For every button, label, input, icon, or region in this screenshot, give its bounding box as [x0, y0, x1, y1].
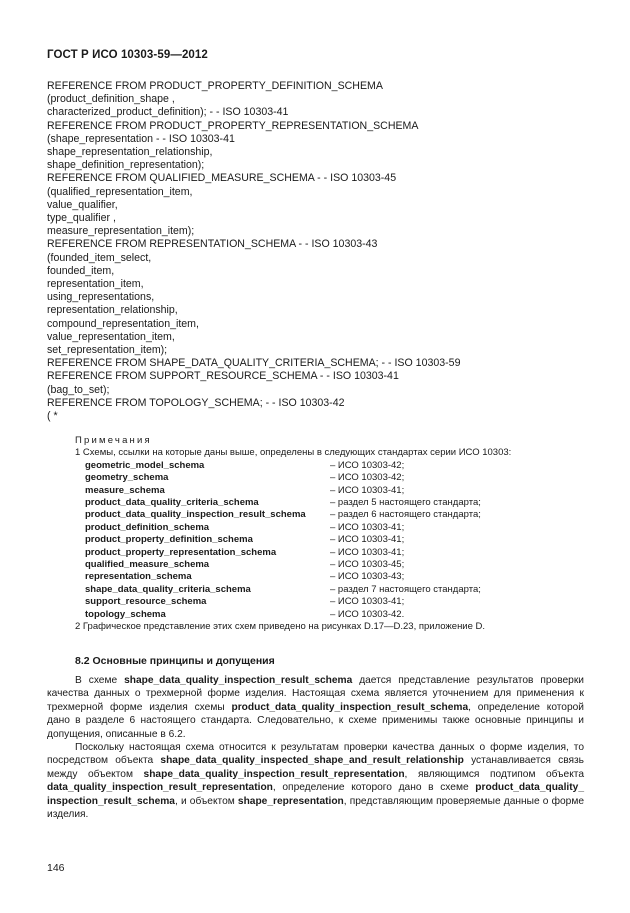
schema-list-item [75, 460, 595, 472]
text-run: , являющимся подтипом объекта [404, 768, 585, 780]
schema-ref: – раздел 7 настоящего стандарта; [330, 583, 481, 595]
schema-list-item [75, 571, 595, 583]
text-run: Поскольку настоящая схема относится к результатам проверки качества данных о форме изделия, то посредством объекта [47, 742, 584, 767]
code-line: (qualified_representation_item, [47, 185, 193, 198]
code-line: compound_representation_item, [47, 317, 199, 330]
schema-name: qualified_measure_schema [85, 559, 210, 571]
code-line: characterized_product_definition); - - ISO 10303-41 [47, 106, 289, 119]
schema-ref: – ИСО 10303-42. [330, 608, 405, 620]
note-2: 2 Графическое представление этих схем приведено на рисунках D.17—D.23, приложение D. [75, 621, 486, 633]
text-run: В схеме [75, 675, 125, 686]
schema-name: product_definition_schema [85, 521, 210, 533]
schema-list-item [75, 485, 595, 497]
code-line: REFERENCE FROM REPRESENTATION_SCHEMA - - ISO 10303-43 [47, 238, 378, 251]
schema-ref: – ИСО 10303-42; [330, 472, 405, 484]
schema-list-item [75, 522, 595, 534]
note-1-intro: 1 Схемы, ссылки на которые даны выше, определены в следующих стандартах серии ИСО 10303: [75, 447, 512, 459]
entity-reference: data_quality_inspection_result_representation [47, 782, 273, 794]
code-line: value_representation_item, [47, 330, 175, 343]
schema-list-item [75, 472, 595, 484]
text-run: , определение которого дано в схеме [272, 782, 476, 794]
document-header: ГОСТ Р ИСО 10303-59—2012 [47, 49, 208, 61]
schema-list-item [75, 534, 595, 546]
text-run: дается представление результатов проверки качества данных о трехмерной форме изделия. Настоящая схема является уточнением для применения к трехмерной форме изделия схемы [47, 675, 584, 713]
schema-list-item [75, 547, 595, 559]
schema-name: product_property_representation_schema [85, 546, 277, 558]
text-run: , определение которой дано в разделе 6 настоящего стандарта. Следовательно, к схеме применимы также основные принципы и допущения, описанные в 6.2. [47, 701, 584, 740]
code-line: (bag_to_set); [47, 383, 110, 396]
schema-name: product_data_quality_inspection_result_schema [85, 509, 306, 521]
schema-name: product_data_quality_criteria_schema [85, 497, 259, 509]
schema-list-item [75, 559, 595, 571]
schema-name: topology_schema [85, 608, 166, 620]
section-title: 8.2 Основные принципы и допущения [75, 655, 275, 667]
schema-ref: – ИСО 10303-41; [330, 546, 405, 558]
text-run: , представляющим проверяемые данные о форме изделия. [47, 795, 584, 821]
code-line: REFERENCE FROM SUPPORT_RESOURCE_SCHEMA - - ISO 10303-41 [47, 370, 399, 383]
schema-list-item [75, 596, 595, 608]
schema-name: measure_schema [85, 484, 165, 496]
code-line: type_qualifier , [47, 212, 116, 225]
schema-ref: – ИСО 10303-45; [330, 559, 405, 571]
schema-ref: – ИСО 10303-42; [330, 459, 405, 471]
code-line: set_representation_item); [47, 344, 168, 357]
paragraph-1 [47, 674, 584, 741]
code-line: REFERENCE FROM PRODUCT_PROPERTY_DEFINITION_SCHEMA [47, 80, 383, 92]
schema-reference: product_data_quality_inspection_result_schema [231, 701, 469, 713]
schema-name: geometry_schema [85, 472, 169, 484]
code-line: value_qualifier, [47, 198, 118, 211]
schema-reference: product_data_quality_ inspection_result_schema [47, 782, 584, 807]
entity-reference: shape_data_quality_inspection_result_representation [143, 768, 405, 780]
entity-reference: shape_data_quality_inspected_shape_and_result_relationship [160, 755, 464, 767]
schema-ref: – ИСО 10303-43; [330, 571, 405, 583]
entity-reference: shape_representation [237, 795, 344, 807]
schema-name: support_resource_schema [85, 596, 207, 608]
code-line: REFERENCE FROM TOPOLOGY_SCHEMA; - - ISO 10303-42 [47, 396, 345, 409]
code-line: (founded_item_select, [47, 251, 152, 264]
code-line: measure_representation_item); [47, 225, 195, 238]
schema-ref: – ИСО 10303-41; [330, 534, 405, 546]
schema-name: representation_schema [85, 571, 192, 583]
code-line: REFERENCE FROM QUALIFIED_MEASURE_SCHEMA - - ISO 10303-45 [47, 172, 397, 185]
schema-name: geometric_model_schema [85, 459, 205, 471]
notes-heading: Примечания [75, 435, 152, 446]
page-number: 146 [47, 862, 65, 874]
schema-list-item [75, 609, 595, 621]
code-line: shape_representation_relationship, [47, 146, 213, 159]
notes-block [75, 435, 595, 634]
schema-list-item [75, 509, 595, 521]
schema-ref: – ИСО 10303-41; [330, 596, 405, 608]
text-run: , и объектом [174, 795, 238, 807]
paragraph-2 [47, 741, 584, 821]
code-line: founded_item, [47, 264, 115, 277]
schema-ref: – раздел 5 настоящего стандарта; [330, 497, 481, 509]
code-line: representation_item, [47, 278, 144, 291]
schema-ref: – ИСО 10303-41; [330, 484, 405, 496]
code-line: representation_relationship, [47, 304, 178, 317]
schema-ref: – ИСО 10303-41; [330, 521, 405, 533]
text-run: устанавливается связь между объектом [47, 755, 584, 780]
schema-reference: shape_data_quality_inspection_result_schema [124, 675, 353, 686]
schema-list-item [75, 497, 595, 509]
code-line: shape_definition_representation); [47, 159, 205, 172]
code-line: REFERENCE FROM SHAPE_DATA_QUALITY_CRITERIA_SCHEMA; - - ISO 10303-59 [47, 357, 461, 370]
express-code-block [47, 80, 607, 423]
code-line: (product_definition_shape , [47, 93, 175, 106]
code-line: REFERENCE FROM PRODUCT_PROPERTY_REPRESENTATION_SCHEMA [47, 119, 419, 132]
schema-ref: – раздел 6 настоящего стандарта; [330, 509, 481, 521]
code-line: (shape_representation - - ISO 10303-41 [47, 132, 235, 145]
schema-list-item [75, 584, 595, 596]
code-line: ( * [47, 410, 58, 423]
code-line: using_representations, [47, 291, 155, 304]
schema-name: product_property_definition_schema [85, 534, 253, 546]
schema-name: shape_data_quality_criteria_schema [85, 583, 251, 595]
